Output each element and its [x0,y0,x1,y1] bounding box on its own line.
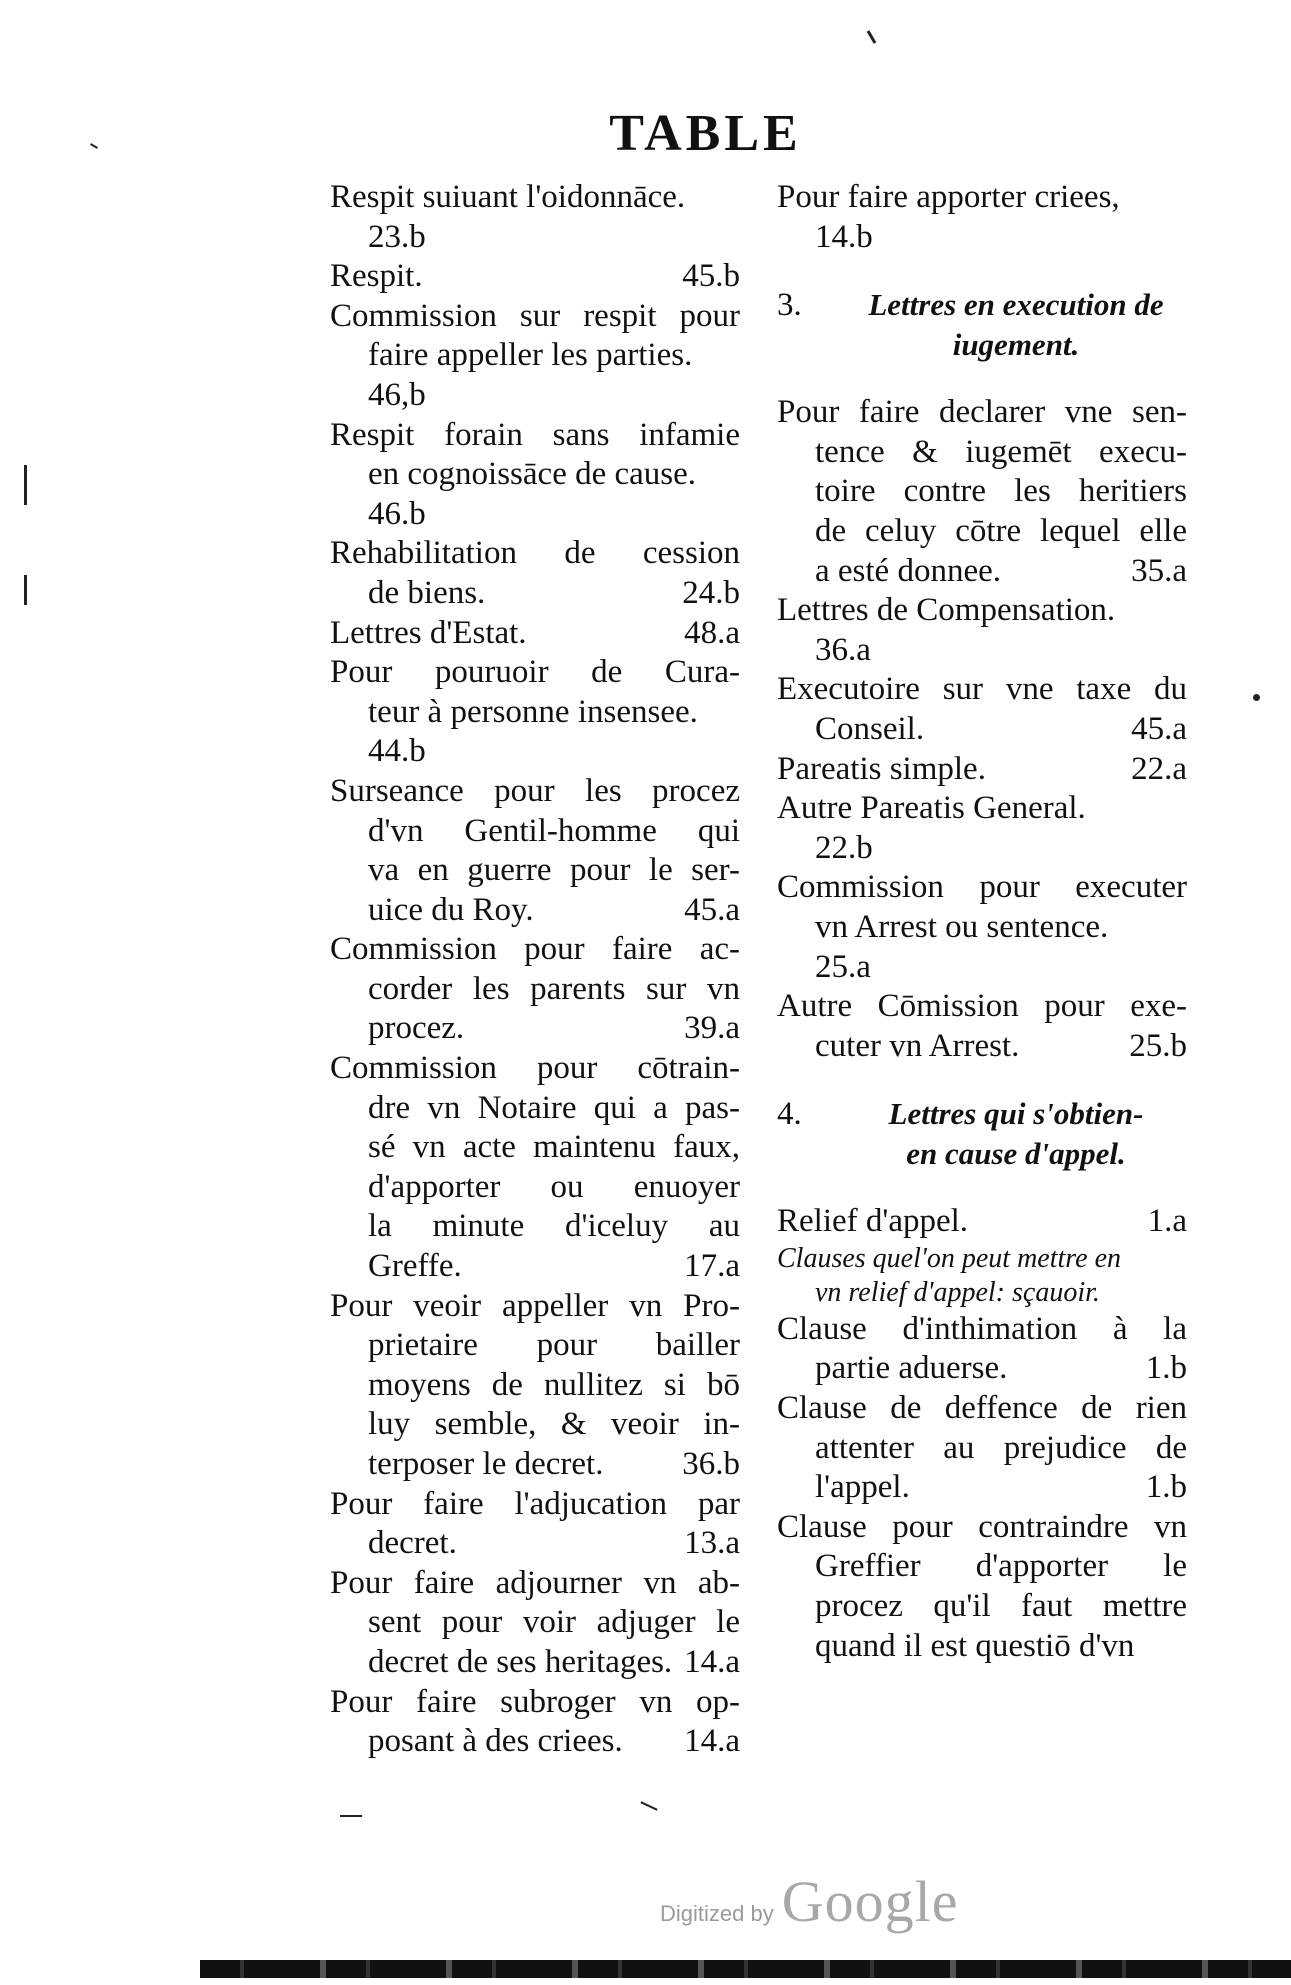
entry-line: de celuy cōtre lequel elle [815,512,1187,549]
entry-line: dre vn Notaire qui a pas- [368,1089,740,1126]
section-title-line: Lettres qui s'obtien- [888,1096,1144,1132]
table-entry [330,930,740,1049]
page-reference: 22.a [1131,750,1187,787]
entry-text: Greffe. [368,1248,462,1285]
table-entry [777,987,1187,1066]
entry-line [330,1643,740,1683]
google-logo: Google [781,1869,959,1934]
entry-text: Respit. [330,258,423,295]
table-entry [777,1310,1187,1389]
entry-line: sent pour voir adjuger le [368,1604,740,1641]
entry-text: uice du Roy. [368,891,534,928]
entry-line [330,891,740,931]
entry-text: l'appel. [815,1469,910,1506]
table-entry [777,868,1187,987]
entry-line [330,1247,740,1287]
page-reference: 45.b [682,258,740,295]
page-reference: 25.b [1129,1027,1187,1064]
entry-line: Clauses quel'on peut mettre en [777,1242,1121,1274]
entry-text: terposer le decret. [368,1446,604,1482]
entry-line: teur à personne insensee. [368,693,698,730]
entry-line: Pour faire adjourner vn ab- [330,1564,740,1601]
scan-mark [640,1801,657,1810]
page-reference: 1.a [1147,1203,1187,1240]
entry-line: toire contre les heritiers [815,473,1187,510]
entry-line [777,750,1187,790]
entry-line: attenter au prejudice de [815,1429,1187,1466]
entry-text: Pareatis simple. [777,750,986,787]
entry-line: Clause pour contraindre vn [777,1508,1187,1545]
scan-edge-strip [200,1960,1291,1978]
entry-line: Autre Cōmission pour exe- [777,988,1187,1025]
table-entry [330,416,740,535]
entry-line: Pour faire subroger vn op- [330,1683,740,1720]
table-entry [777,1389,1187,1508]
table-entry [330,534,740,613]
table-entry [330,1485,740,1564]
entry-text: a esté donnee. [815,552,1001,589]
table-entry [777,591,1187,670]
entry-line [777,552,1187,592]
entry-line: la minute d'iceluy au [368,1208,740,1245]
page-reference: 1.b [1145,1350,1187,1387]
page-reference: 25.a [815,948,871,985]
table-entry [777,1202,1187,1242]
entry-line: Pour pouruoir de Cura- [330,654,740,691]
entry-text: posant à des criees. [368,1723,623,1760]
entry-line [330,574,740,614]
page-reference: 14.a [684,1643,740,1680]
entry-line: d'vn Gentil-homme qui [368,812,740,849]
scan-mark [867,30,877,44]
digitized-by-google-watermark [660,1868,959,1934]
entry-line: Pour faire declarer vne sen- [777,394,1187,431]
table-entry [777,670,1187,749]
entry-text: procez. [368,1010,465,1047]
entry-line: Pour veoir appeller vn Pro- [330,1287,740,1324]
section-title [777,285,1187,365]
table-entry [330,257,740,297]
entry-text: Relief d'appel. [777,1203,969,1240]
section-title [777,1094,1187,1174]
entry-line [330,1524,740,1564]
entry-line: procez qu'il faut mettre [815,1588,1187,1625]
entry-line: Commission pour faire ac- [330,931,740,968]
table-entry [330,178,740,257]
entry-line [777,710,1187,750]
entry-line: luy semble, & veoir in- [368,1406,740,1443]
page-reference: 45.a [684,891,740,928]
entry-line: Respit suiuant l'oidonnāce. [330,179,686,215]
page-reference: 24.b [682,574,740,611]
entry-line [330,614,740,654]
table-entry [330,1049,740,1287]
entry-line [330,1445,740,1485]
table-entry [330,1287,740,1485]
table-entry [330,1564,740,1683]
entry-line: va en guerre pour le ser- [368,852,740,889]
entry-line: Commission pour cōtrain- [330,1050,740,1087]
entry-line [777,1349,1187,1389]
left-column [330,178,740,1762]
page-heading: TABLE [609,105,802,162]
section-title-line: iugement. [952,327,1080,363]
section-number: 4. [777,1096,802,1133]
page-reference: 46.b [368,495,426,532]
entry-text: decret de ses heritages. [368,1643,673,1680]
page-reference: 35.a [1131,552,1187,589]
section-3-heading [777,285,1187,365]
entry-line: d'apporter ou enuoyer [368,1168,740,1205]
watermark-prefix: Digitized by [660,1901,774,1926]
page-reference: 17.a [684,1248,740,1285]
entry-line: Autre Pareatis General. [777,790,1086,827]
table-entry [777,178,1187,257]
page-reference: 46,b [368,376,426,413]
entry-line: tence & iugemēt execu- [815,433,1187,470]
entry-line: prietaire pour bailler [368,1327,740,1364]
entry-line: vn relief d'appel: sçauoir. [815,1276,1100,1308]
entry-text: Lettres d'Estat. [330,614,527,651]
page-reference: 48.a [684,614,740,651]
page-reference: 45.a [1131,710,1187,747]
entry-line: sé vn acte maintenu faux, [368,1129,740,1166]
entry-line [777,1027,1187,1067]
table-entry [777,789,1187,868]
entry-text: partie aduerse. [815,1350,1008,1387]
entry-line: faire appeller les parties. [368,337,693,374]
table-entry [330,1683,740,1762]
entry-line: en cognoissāce de cause. [368,456,697,493]
page-reference: 39.a [684,1010,740,1047]
entry-line [777,1468,1187,1508]
table-entry [777,1508,1187,1666]
entry-line: moyens de nullitez si bō [368,1366,740,1403]
entry-line: Pour faire l'adjucation par [330,1485,740,1522]
entry-line: vn Arrest ou sentence. [815,908,1109,945]
section-title-line: Lettres en execution de [868,287,1164,323]
entry-line [330,1722,740,1762]
entry-line: Surseance pour les procez [330,772,740,809]
entry-line: Pour faire apporter criees, [777,179,1120,215]
entry-text: Conseil. [815,710,925,747]
page-reference: 36.a [815,631,871,668]
entry-line: Clause de deffence de rien [777,1390,1187,1427]
page-reference: 14.a [684,1723,740,1760]
entry-line: Greffier d'apporter le [815,1548,1187,1585]
table-entry [330,653,740,772]
entry-line: corder les parents sur vn [368,970,740,1007]
table-entry [777,1242,1187,1310]
scan-mark [24,575,27,605]
page-reference: 1.b [1145,1469,1187,1506]
table-entry [330,614,740,654]
entry-line [330,1009,740,1049]
table-entry [777,393,1187,591]
page-reference: 22.b [815,829,873,866]
right-column [777,178,1187,1666]
section-number: 3. [777,287,802,324]
entry-line [777,1202,1187,1242]
page-reference: 14.b [815,218,873,255]
entry-line: Commission sur respit pour [330,297,740,334]
entry-line: Executoire sur vne taxe du [777,671,1187,708]
page-reference: 36.b [682,1446,740,1482]
page-reference: 13.a [684,1525,740,1562]
page-reference: 44.b [368,733,426,770]
entry-text: de biens. [368,574,486,611]
entry-line: Lettres de Compensation. [777,592,1116,629]
entry-line: quand il est questiō d'vn [815,1627,1135,1664]
section-title-line: en cause d'appel. [906,1136,1126,1172]
section-4-heading [777,1094,1187,1174]
entry-line: Respit forain sans infamie [330,416,740,453]
entry-text: decret. [368,1525,457,1562]
page-reference: 23.b [368,218,426,255]
entry-line [330,257,740,297]
entry-line: Commission pour executer [777,869,1187,906]
table-entry [330,772,740,930]
table-entry [777,750,1187,790]
table-entry [330,297,740,416]
entry-line: Clause d'inthimation à la [777,1310,1187,1347]
scan-mark [24,465,27,505]
scan-mark [340,1815,362,1817]
scan-speck [1253,694,1260,701]
entry-line: Rehabilitation de cession [330,535,740,572]
entry-text: cuter vn Arrest. [815,1027,1020,1064]
